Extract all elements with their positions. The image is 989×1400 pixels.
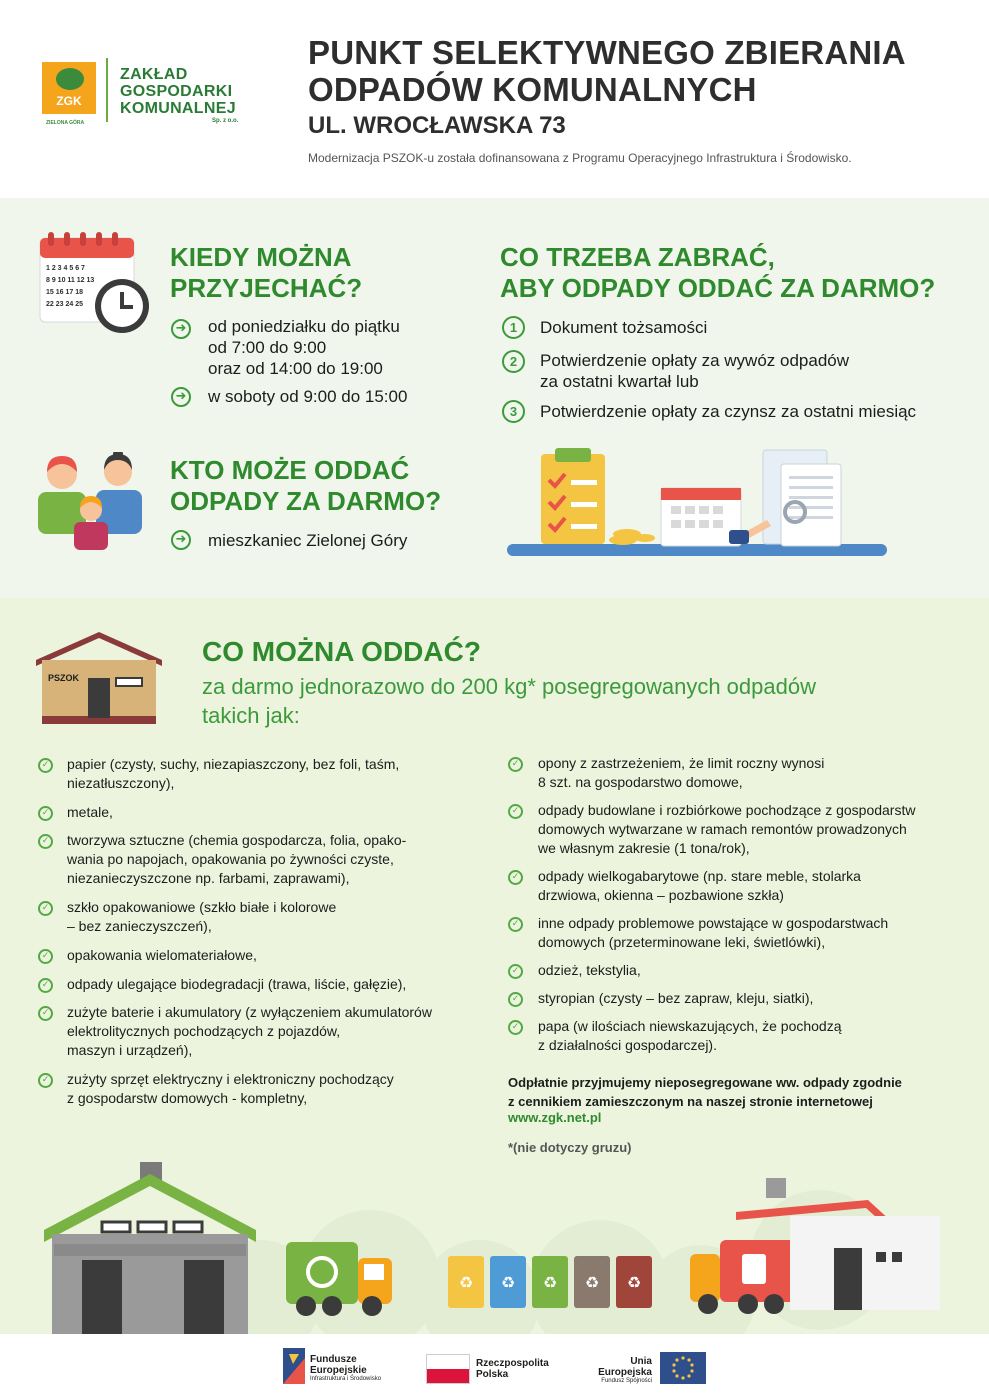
eu-flag-icon — [660, 1352, 706, 1384]
hours-line: oraz od 14:00 do 19:00 — [208, 359, 383, 378]
bring-item-line: za ostatni kwartał lub — [540, 372, 699, 391]
calendar-row: 8 9 10 11 12 13 — [46, 277, 95, 284]
logo-legal-form: Sp. z o.o. — [212, 118, 239, 124]
calendar-row: 22 23 24 25 — [46, 301, 83, 308]
pszok-building-icon — [36, 630, 162, 724]
title-line: ODPADÓW KOMUNALNYCH — [308, 71, 757, 108]
heading-line: PRZYJECHAĆ? — [170, 273, 363, 303]
footnote: *(nie dotyczy gruzu) — [508, 1140, 632, 1155]
funding-note: Modernizacja PSZOK-u została dofinansowana z Programu Operacyjnego Infrastruktura i Środowisko. — [308, 151, 852, 165]
bring-item-line: Potwierdzenie opłaty za wywóz odpadów — [540, 351, 850, 370]
tree-icon — [56, 68, 84, 90]
check-icon: ✓ — [38, 758, 53, 773]
heading-line: KTO MOŻE ODDAĆ — [170, 455, 410, 485]
check-icon: ✓ — [38, 806, 53, 821]
paid-note-line: Odpłatnie przyjmujemy nieposegregowane ww. odpady zgodnie — [508, 1075, 902, 1090]
rp-logo-text: Rzeczpospolita Polska — [476, 1358, 549, 1380]
family-icon — [36, 452, 146, 550]
subheading-line: takich jak: — [202, 703, 300, 728]
bring-item: Potwierdzenie opłaty za czynsz za ostatni miesiąc — [540, 402, 917, 421]
recycle-icon: ♻ — [458, 1273, 474, 1292]
accepted-subheading — [202, 672, 942, 730]
logo-mark-text: ZGK — [56, 94, 82, 108]
arrow-right-icon: ➜ — [171, 319, 191, 339]
check-icon: ✓ — [38, 978, 53, 993]
calendar-row: 1 2 3 4 5 6 7 — [46, 265, 85, 272]
eu-funds-logo-text: Fundusze Europejskie Infrastruktura i Środowisko — [310, 1354, 382, 1382]
who-item: mieszkaniec Zielonej Góry — [208, 531, 408, 550]
logo-divider — [106, 58, 108, 122]
heading-line: KIEDY MOŻNA — [170, 242, 352, 272]
documents-illustration — [505, 446, 889, 560]
check-icon: ✓ — [508, 1020, 523, 1035]
check-icon: ✓ — [508, 917, 523, 932]
website-link[interactable]: www.zgk.net.pl — [508, 1110, 602, 1125]
check-icon: ✓ — [508, 870, 523, 885]
list-item: odzież, tekstylia, — [538, 962, 641, 978]
check-icon: ✓ — [38, 1006, 53, 1021]
list-item: opony z zastrzeżeniem, że limit roczny wynosi 8 szt. na gospodarstwo domowe, — [538, 755, 825, 790]
check-icon: ✓ — [508, 992, 523, 1007]
hours-saturday: w soboty od 9:00 do 15:00 — [208, 387, 408, 406]
bring-heading — [500, 242, 935, 304]
list-item: opakowania wielomateriałowe, — [67, 947, 257, 963]
zgk-logo — [40, 58, 270, 138]
polish-flag-icon — [426, 1354, 470, 1384]
building-label: PSZOK — [48, 673, 80, 683]
address: UL. WROCŁAWSKA 73 — [308, 112, 566, 139]
list-item: odpady wielkogabarytowe (np. stare meble, stolarka drzwiowa, okienna – pozbawione szkła) — [538, 868, 861, 903]
paid-note-line: z cennikiem zamieszczonym na naszej stronie internetowej — [508, 1094, 873, 1109]
check-icon: ✓ — [38, 1073, 53, 1088]
eu-funds-logo-icon — [283, 1348, 305, 1384]
list-item: papier (czysty, suchy, niezapiaszczony, bez foli, taśm, niezatłuszczony), — [67, 756, 400, 791]
list-item: styropian (czysty – bez zapraw, kleju, siatki), — [538, 990, 814, 1006]
list-item: szkło opakowaniowe (szkło białe i kolorowe – bez zanieczyszczeń), — [67, 899, 337, 934]
hours-line: od 7:00 do 9:00 — [208, 338, 327, 357]
zgk-logo-mark — [42, 62, 96, 114]
list-item: odpady ulegające biodegradacji (trawa, liście, gałęzie), — [67, 976, 407, 992]
check-icon: ✓ — [38, 901, 53, 916]
arrow-right-icon: ➜ — [171, 387, 191, 407]
subheading-line: za darmo jednorazowo do 200 kg* posegregowanych odpadów — [202, 674, 816, 699]
logo-name-line: KOMUNALNEJ — [120, 100, 236, 117]
list-item: odpady budowlane i rozbiórkowe pochodzące z gospodarstw domowych wytwarzane w ramach remontów prowadzonych we własnym zakresie (1 tona/rok), — [538, 802, 916, 856]
list-item: papa (w ilościach niewskazujących, że pochodzą z działalności gospodarczej). — [538, 1018, 842, 1053]
check-icon: ✓ — [38, 949, 53, 964]
arrow-right-icon: ➜ — [171, 530, 191, 550]
number-badge: 2 — [502, 350, 525, 373]
check-icon: ✓ — [508, 804, 523, 819]
calendar-clock-icon — [38, 230, 152, 336]
recycle-icon: ♻ — [584, 1273, 600, 1292]
logo-name-line: ZAKŁAD — [120, 66, 188, 83]
list-item: zużyte baterie i akumulatory (z wyłączeniem akumulatorów elektrolitycznych pochodzących z pojazdów, maszyn i urządzeń), — [67, 1004, 432, 1058]
recycle-icon: ♻ — [500, 1273, 516, 1292]
check-icon: ✓ — [38, 834, 53, 849]
funding-logos-footer — [0, 1334, 989, 1400]
bring-item: Dokument tożsamości — [540, 318, 708, 337]
page-title — [308, 34, 906, 108]
check-icon: ✓ — [508, 757, 523, 772]
calendar-row: 15 16 17 18 — [46, 289, 83, 296]
paid-note — [508, 1073, 938, 1111]
recycle-icon: ♻ — [542, 1273, 558, 1292]
check-icon: ✓ — [508, 964, 523, 979]
logo-company-name — [120, 66, 236, 117]
list-item: zużyty sprzęt elektryczny i elektroniczny pochodzący z gospodarstw domowych - kompletny, — [67, 1071, 394, 1106]
number-badge: 3 — [502, 400, 525, 423]
recycling-scene-illustration — [0, 1150, 989, 1334]
heading-line: CO TRZEBA ZABRAĆ, — [500, 242, 775, 272]
hours-line: od poniedziałku do piątku — [208, 317, 400, 336]
logo-city: ZIELONA GÓRA — [46, 120, 85, 126]
number-badge: 1 — [502, 316, 525, 339]
list-item: metale, — [67, 804, 113, 820]
list-item: tworzywa sztuczne (chemia gospodarcza, folia, opako- wania po napojach, opakowania po żywności czyste, niezanieczyszczone np. farbami, zaprawami), — [67, 832, 407, 886]
bring-item — [540, 350, 849, 392]
list-item: inne odpady problemowe powstające w gospodarstwach domowych (przeterminowane leki, świetlówki), — [538, 915, 889, 950]
when-heading — [170, 242, 362, 304]
eu-logo-text: Unia Europejska Fundusz Spójności — [598, 1356, 652, 1384]
who-heading — [170, 455, 441, 517]
recycle-icon: ♻ — [626, 1273, 642, 1292]
heading-line: ABY ODPADY ODDAĆ ZA DARMO? — [500, 273, 936, 303]
accepted-heading: CO MOŻNA ODDAĆ? — [202, 636, 481, 667]
logo-name-line: GOSPODARKI — [120, 83, 233, 100]
heading-line: ODPADY ZA DARMO? — [170, 486, 442, 516]
hours-weekdays — [208, 316, 400, 379]
title-line: PUNKT SELEKTYWNEGO ZBIERANIA — [308, 34, 906, 71]
